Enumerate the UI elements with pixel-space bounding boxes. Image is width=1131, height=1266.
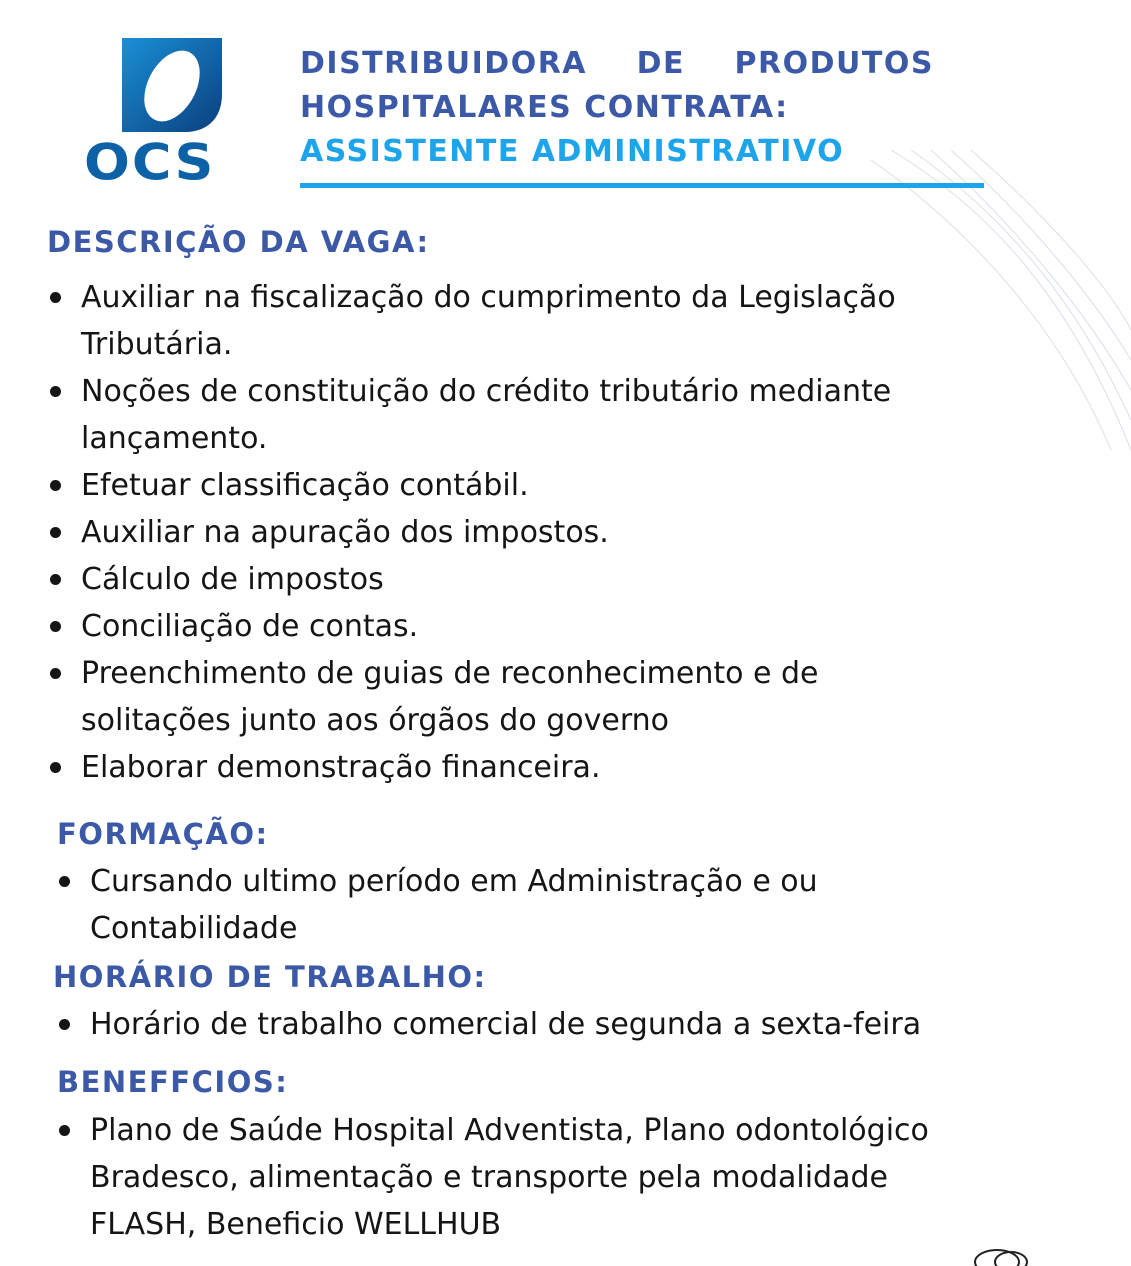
list-item: Noções de constituição do crédito tributário mediante lançamento.	[48, 368, 1008, 462]
list-item: Cálculo de impostos	[48, 556, 1008, 603]
list-beneficios	[57, 1107, 1057, 1248]
list-item: Auxiliar na fiscalização do cumprimento da Legislação Tributária.	[48, 274, 1008, 368]
list-item: Plano de Saúde Hospital Adventista, Plano odontológico Bradesco, alimentação e transporte pela modalidade FLASH, Beneficio WELLHUB	[57, 1107, 1057, 1248]
headline-line-2: HOSPITALARES CONTRATA:	[300, 90, 789, 125]
headline	[300, 42, 934, 174]
ocs-logo-text: OCS	[84, 133, 216, 192]
list-item: Horário de trabalho comercial de segunda a sexta-feira	[57, 1001, 1057, 1048]
list-item: Elaborar demonstração financeira.	[48, 744, 1008, 791]
headline-word: PRODUTOS	[734, 46, 934, 81]
section-title-formacao: FORMAÇÃO:	[57, 817, 269, 851]
section-title-beneficios: BENEFFCIOS:	[57, 1065, 289, 1099]
list-horario	[57, 1001, 1057, 1048]
list-item: Efetuar classificação contábil.	[48, 462, 1008, 509]
list-item: Auxiliar na apuração dos impostos.	[48, 509, 1008, 556]
headline-word: DE	[636, 46, 685, 81]
list-item: Preenchimento de guias de reconhecimento e de solitações junto aos órgãos do governo	[48, 650, 1008, 744]
headline-word: DISTRIBUIDORA	[300, 46, 588, 81]
list-item: Cursando ultimo período em Administração e ou Contabilidade	[57, 858, 1017, 952]
list-item: Conciliação de contas.	[48, 603, 1008, 650]
headline-line-1	[300, 42, 934, 86]
list-descricao	[48, 274, 1008, 791]
corner-ornament-icon	[971, 1242, 1031, 1266]
job-role: ASSISTENTE ADMINISTRATIVO	[300, 134, 845, 169]
section-title-descricao: DESCRIÇÃO DA VAGA:	[47, 225, 430, 259]
header-divider	[300, 183, 984, 188]
list-formacao	[57, 858, 1017, 952]
section-title-horario: HORÁRIO DE TRABALHO:	[53, 960, 487, 994]
